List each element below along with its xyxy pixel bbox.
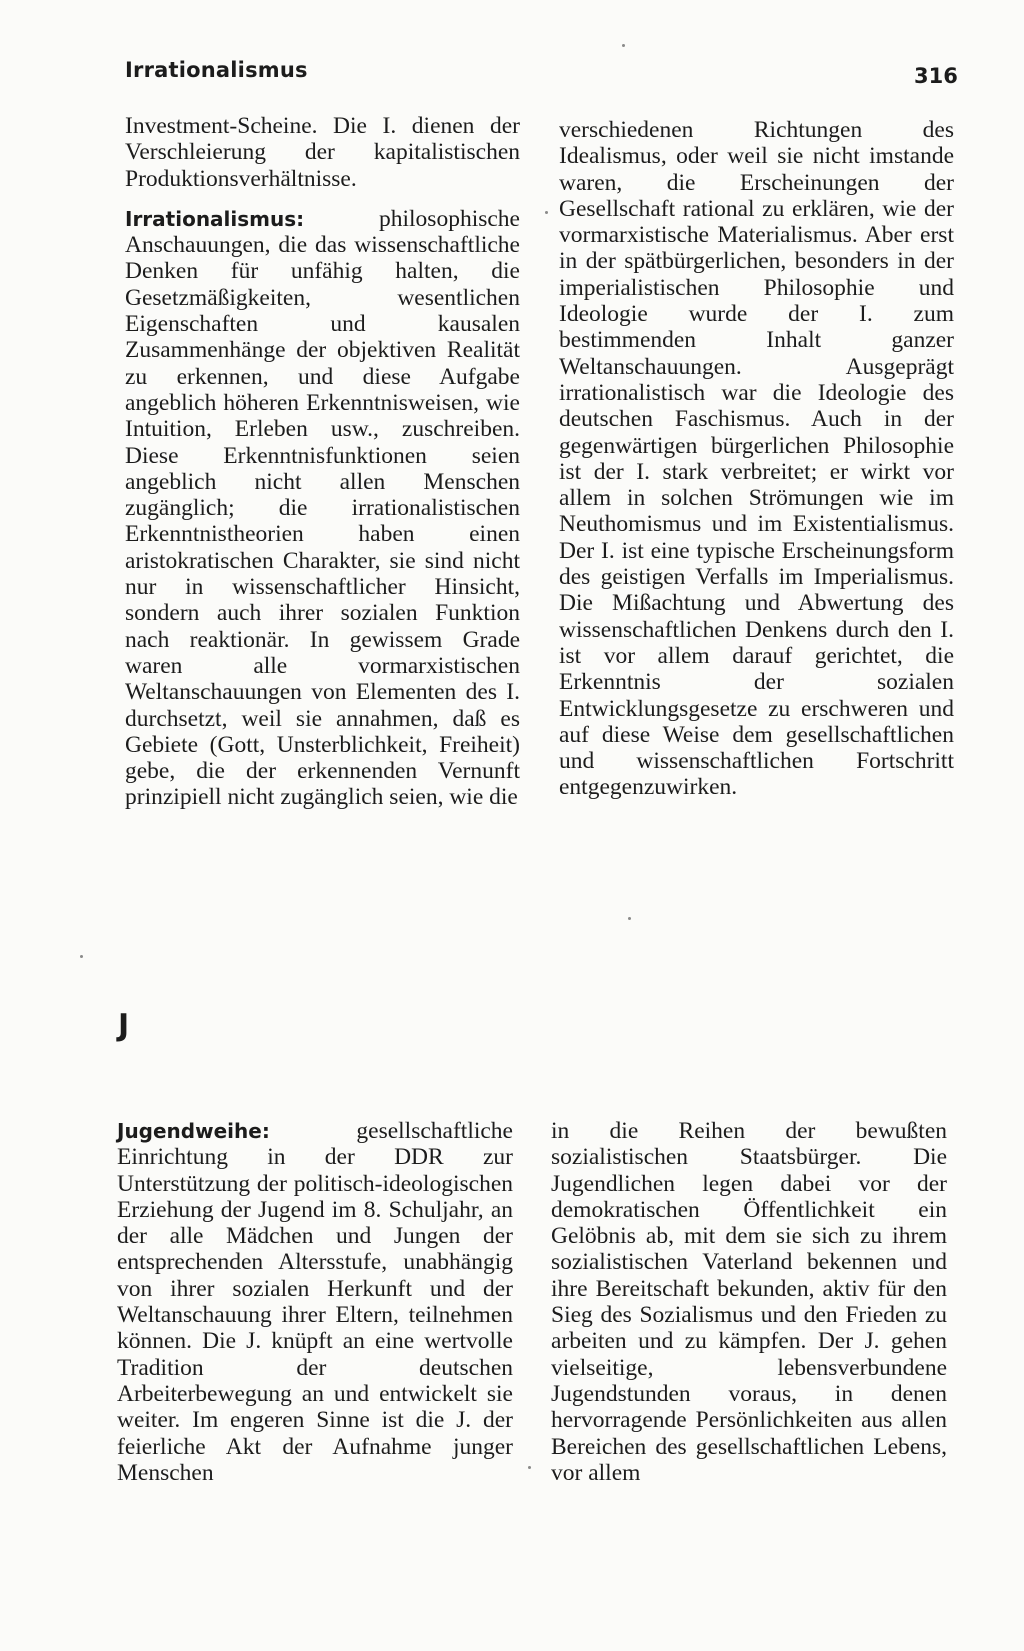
column-right-jugendweihe [551, 1118, 947, 1486]
entry-irrationalismus [125, 206, 520, 811]
paper-speck [528, 1466, 531, 1469]
column-right-irrationalismus [559, 117, 954, 801]
entry-lemma: Irrationalismus: [125, 206, 305, 231]
entry-lemma: Jugendweihe: [117, 1119, 270, 1143]
paper-speck [628, 917, 631, 920]
column-left-irrationalismus [125, 113, 520, 811]
running-head: Irrationalismus [125, 58, 308, 82]
paper-speck [622, 44, 625, 47]
entry-continuation: in die Reihen der bewußten sozialistischen Staatsbürger. Die Jugendlichen legen dabei vor der demokratischen Öffentlichkeit ein Gelöbnis ab, mit dem sie sich zu ihrem sozialistischen Vaterland bekennen und ihre Bereitschaft bekunden, aktiv für den Sieg des Sozialismus und den Frieden zu arbeiten und zu kämpfen. Der J. gehen vielseitige, lebensverbundene Jugendstunden voraus, in denen hervorragende Persönlichkeiten aus allen Bereichen des gesellschaftlichen Lebens, vor allem [551, 1118, 947, 1486]
continued-paragraph: Investment-Scheine. Die I. dienen der Verschleierung der kapitalistischen Produktionsverhältnisse. [125, 113, 520, 192]
entry-definition: gesellschaftliche Einrichtung in der DDR zur Unterstützung der politisch-ideologischen Erziehung der Jugend im 8. Schuljahr, an der alle Mädchen und Jungen der entsprechenden Altersstufe, unabhängig von ihrer sozialen Herkunft und der Weltanschauung ihrer Eltern, teilnehmen können. Die J. knüpft an eine wertvolle Tradition der deutschen Arbeiterbewegung an und entwickelt sie weiter. Im engeren Sinne ist die J. der feierliche Akt der Aufnahme junger Menschen [117, 1118, 513, 1486]
paper-speck [545, 211, 548, 214]
page-number: 316 [914, 64, 958, 88]
entry-definition: philosophische Anschauungen, die das wissenschaftliche Denken für unfähig halten, die Gesetzmäßigkeiten, wesentlichen Eigenschaften und kausalen Zusammenhänge der objektiven Realität zu erkennen, und diese Aufgabe angeblich höheren Erkenntnisweisen, wie Intuition, Erleben usw., zuschreiben. Diese Erkenntnisfunktionen seien angeblich nicht allen Menschen zugänglich; die irrationalistischen Erkenntnistheorien haben einen aristokratischen Charakter, sie sind nicht nur in wissenschaftlicher Hinsicht, sondern auch ihrer sozialen Funktion nach reaktionär. In gewissem Grade waren alle vormarxistischen Weltanschauungen von Elementen des I. durchsetzt, weil sie annahmen, daß es Gebiete (Gott, Unsterblichkeit, Freiheit) gebe, die der erkennenden Vernunft prinzipiell nicht zugänglich seien, wie die [125, 205, 520, 811]
section-letter: J [118, 1008, 130, 1043]
column-left-jugendweihe [117, 1118, 513, 1486]
paper-speck [80, 955, 83, 958]
entry-continuation: verschiedenen Richtungen des Idealismus, oder weil sie nicht imstande waren, die Erscheinungen der Gesellschaft rational zu erklären, wie der vormarxistische Materialismus. Aber erst in der spätbürgerlichen, besonders in der imperialistischen Philosophie und Ideologie wurde der I. zum bestimmenden Inhalt ganzer Weltanschauungen. Ausgeprägt irrationalistisch war die Ideologie des deutschen Faschismus. Auch in der gegenwärtigen bürgerlichen Philosophie ist der I. stark verbreitet; er wirkt vor allem in solchen Strömungen wie im Neuthomismus und im Existentialismus. Der I. ist eine typische Erscheinungsform des geistigen Verfalls im Imperialismus. Die Mißachtung und Abwertung des wissenschaftlichen Denkens durch den I. ist vor allem darauf gerichtet, die Erkenntnis der sozialen Entwicklungsgesetze zu erschweren und auf diese Weise dem gesellschaftlichen und wissenschaftlichen Fortschritt entgegenzuwirken. [559, 117, 954, 801]
entry-jugendweihe [117, 1118, 513, 1486]
